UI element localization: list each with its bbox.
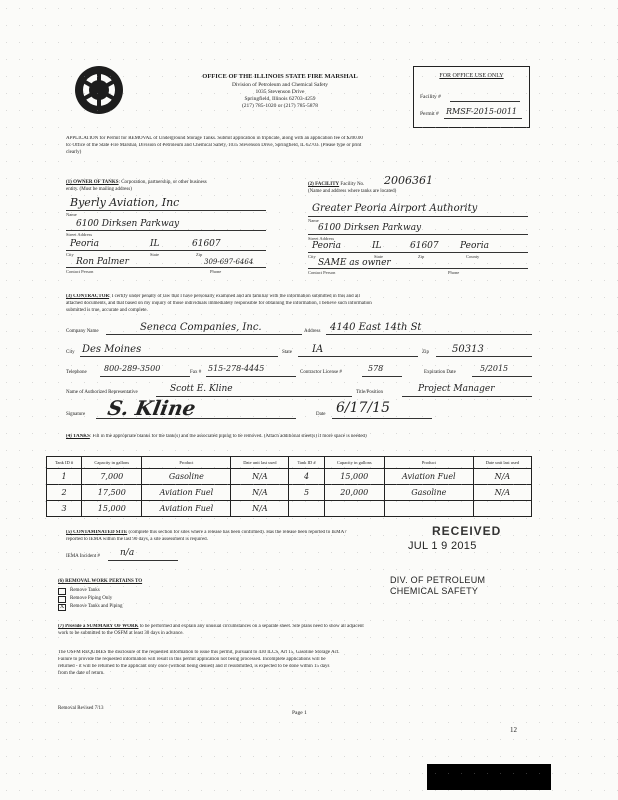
contractor-rep: Scott E. Kline: [170, 384, 233, 394]
owner-zip: 61607: [192, 239, 221, 249]
table-cell: 1: [47, 469, 82, 485]
table-cell: 7,000: [82, 469, 142, 485]
col-header: Capacity in gallons: [324, 457, 384, 469]
contractor-certify-2: attached documents, and that based on my inquiry of those individuals immediately responsible for obtaining the information, I believe such information: [66, 301, 372, 306]
contractor-certify-1: : I certify under penalty of law that I have personally examined and am familiar with the information submitted in this and all: [109, 294, 360, 299]
owner-heading: (1) OWNER OF TANKS: [66, 180, 119, 185]
owner-hint-2: entity. (Must be mailing address): [66, 187, 132, 192]
office-street: 1035 Stevenson Drive: [255, 89, 305, 95]
contractor-zip: 50313: [452, 344, 484, 355]
owner-name-label: Name: [66, 212, 77, 217]
summary-heading: (7) Provide a SUMMARY OF WORK: [58, 624, 139, 629]
removal-heading: (6) REMOVAL WORK PERTAINS TO: [58, 579, 143, 584]
table-cell: Gasoline: [142, 469, 231, 485]
table-row: [47, 485, 532, 501]
option-remove-tanks-piping: Remove Tanks and Piping: [70, 604, 123, 609]
summary-note-4: from the date of return.: [58, 671, 105, 676]
date-label: Date: [316, 412, 326, 417]
office-use-title: FOR OFFICE USE ONLY: [439, 73, 504, 79]
summary-note: The OSFM REQUIRES the disclosure of the requested information to issue this permit, pursuant to 430 ILCS, Art 15, Gasoline Storage Act.: [58, 650, 340, 655]
owner-street: 6100 Dirksen Parkway: [76, 219, 180, 229]
owner-phone-label: Phone: [210, 269, 222, 274]
division-name: Division of Petroleum and Chemical Safety: [231, 82, 329, 88]
facility-state: IL: [372, 241, 382, 251]
table-cell: N/A: [231, 485, 289, 501]
facility-contact: SAME as owner: [318, 258, 391, 268]
facility-id: 2006361: [384, 174, 433, 187]
col-header: Date unit last used: [231, 457, 289, 469]
table-cell: N/A: [231, 501, 289, 517]
rep-label: Name of Authorized Representative: [66, 390, 138, 395]
table-row: [47, 501, 532, 517]
checkbox-remove-tanks[interactable]: [58, 588, 66, 595]
telephone-label: Telephone: [66, 370, 87, 375]
facility-city-label: City: [308, 254, 316, 259]
office-city: Springfield, Illinois 62703-4259: [244, 96, 316, 102]
fax-label: Fax #: [190, 370, 202, 375]
summary-text-2: work to be submitted to the OSFM at least 30 days in advance.: [58, 631, 184, 636]
tanks-table: [46, 456, 532, 517]
facility-contact-label: Contact Person: [308, 270, 336, 275]
revised-label: Removal Revised 7/13: [58, 706, 104, 711]
tanks-heading-row: [66, 434, 536, 440]
stamp-received: RECEIVED: [432, 524, 502, 538]
table-cell: [473, 501, 531, 517]
facility-zip: 61607: [410, 241, 439, 251]
contractor-telephone: 800-289-3500: [104, 364, 161, 373]
contractor-certify-3: submitted is true, accurate and complete.: [66, 308, 148, 313]
table-cell: Gasoline: [384, 485, 473, 501]
facility-heading-row: [308, 182, 364, 188]
application-text-1: APPLICATION for Permit for REMOVAL of Underground Storage Tanks. Submit application in triplicate, along with an application fee of $200.00: [66, 136, 363, 141]
signature-label: Signature: [66, 412, 86, 417]
summary-note-3: returned - it will be returned to the applicant only once (without being denied) and if resubmitted, is expected to be done within 15 days: [58, 664, 330, 669]
facility-street: 6100 Dirksen Parkway: [318, 223, 422, 233]
summary-row: [58, 624, 536, 630]
owner-street-label: Street Address: [66, 232, 93, 237]
contractor-city: Des Moines: [82, 344, 142, 355]
table-row: [47, 469, 532, 485]
facility-phone-label: Phone: [448, 270, 460, 275]
table-cell: Aviation Fuel: [142, 485, 231, 501]
state-label: State: [282, 350, 292, 355]
table-cell: 20,000: [324, 485, 384, 501]
owner-hint: : Corporation, partnership, or other business: [118, 180, 207, 185]
table-cell: Aviation Fuel: [142, 501, 231, 517]
table-cell: 5: [289, 485, 324, 501]
contaminated-text-2: reported to IEMA within the last 90 days, a site assessment is required.: [66, 537, 208, 542]
facility-city: Peoria: [312, 241, 341, 251]
office-phones: (217) 785-1020 or (217) 785-5878: [241, 103, 319, 109]
iema-label: IEMA Incident #: [66, 554, 100, 559]
col-header: Product: [384, 457, 473, 469]
permit-label: Permit #: [420, 111, 439, 117]
table-cell: [289, 501, 324, 517]
redaction-bar: [427, 764, 551, 790]
owner-state-label: State: [150, 252, 159, 257]
facility-state-label: State: [374, 254, 383, 259]
application-text-2: to: Office of the State Fire Marshal, Division of Petroleum and Chemical Safety, 1035 Stevenson Drive, Springfield, IL 62703. (Please type or print: [66, 143, 362, 148]
facility-id-label: Facility No.: [340, 182, 365, 187]
contaminated-text-1: (complete this section for sites where a release has been confirmed). Has the release been reported to IEMA?: [128, 530, 347, 535]
summary-text-1: to be performed and explain any unusual circumstances on a separate sheet. Site plans need to show all adjacent: [139, 624, 364, 629]
contractor-date: 6/17/15: [336, 400, 390, 416]
office-title: OFFICE OF THE ILLINOIS STATE FIRE MARSHAL: [202, 73, 358, 80]
checkbox-remove-piping[interactable]: [58, 596, 66, 603]
table-cell: [384, 501, 473, 517]
col-header: Product: [142, 457, 231, 469]
expiration-label: Expiration Date: [424, 370, 456, 375]
contractor-license: 578: [368, 364, 384, 373]
contractor-address: 4140 East 14th St: [330, 322, 422, 333]
contractor-state: IA: [312, 344, 324, 355]
tanks-header-row: [47, 457, 532, 469]
table-cell: 2: [47, 485, 82, 501]
owner-state: IL: [150, 239, 160, 249]
zip-label: Zip: [422, 350, 429, 355]
owner-city: Peoria: [70, 239, 99, 249]
table-cell: N/A: [473, 469, 531, 485]
tanks-hint: : Fill in the appropriate blanks for the tank(s) and the associated piping to be removed. (Attach additional sheet(s) if more space is needed): [89, 434, 367, 439]
contaminated-heading: (5) CONTAMINATED SITE: [66, 530, 128, 535]
col-header: Capacity in gallons: [82, 457, 142, 469]
contractor-expiration: 5/2015: [480, 364, 509, 373]
contractor-fax: 515-278-4445: [208, 364, 265, 373]
city-label: City: [66, 350, 75, 355]
table-cell: 15,000: [82, 501, 142, 517]
company-name: Seneca Companies, Inc.: [140, 322, 262, 333]
owner-heading-row: [66, 180, 207, 186]
col-header: Tank ID #: [47, 457, 82, 469]
owner-city-label: City: [66, 252, 74, 257]
table-cell: 3: [47, 501, 82, 517]
address-label: Address: [304, 329, 321, 334]
office-use-box: [413, 66, 530, 128]
table-cell: N/A: [231, 469, 289, 485]
table-cell: 4: [289, 469, 324, 485]
permit-number: RMSF-2015-0011: [446, 107, 518, 116]
table-cell: [324, 501, 384, 517]
tanks-heading: (4) TANKS: [66, 434, 90, 439]
option-remove-tanks: Remove Tanks: [70, 588, 100, 593]
contractor-title: Project Manager: [418, 384, 495, 394]
owner-zip-label: Zip: [196, 252, 203, 257]
fire-marshal-seal-icon: [75, 66, 123, 114]
table-cell: 15,000: [324, 469, 384, 485]
facility-zip-label: Zip: [418, 254, 425, 259]
stamp-division: DIV. OF PETROLEUM: [390, 575, 486, 585]
license-label: Contractor License #: [300, 370, 342, 375]
facility-county: Peoria: [460, 241, 489, 251]
facility-county-label: County: [466, 254, 480, 259]
contractor-certify-row: [66, 294, 536, 300]
owner-contact: Ron Palmer: [76, 257, 129, 267]
owner-phone: 309-697-6464: [204, 258, 254, 266]
stamp-division-2: CHEMICAL SAFETY: [390, 586, 479, 596]
page-number: Page 1: [292, 710, 307, 716]
table-cell: N/A: [473, 485, 531, 501]
summary-note-2: Failure to provide the requested information will result in this permit application not being processed. Incomplete applications will be: [58, 657, 326, 662]
application-text-3: clearly): [66, 150, 82, 155]
facility-hint: (Name and address where tanks are located): [308, 189, 397, 194]
owner-contact-label: Contact Person: [66, 269, 94, 274]
title-label: Title/Position: [356, 390, 384, 395]
checkbox-remove-tanks-piping[interactable]: X: [59, 604, 65, 610]
col-header: Date unit last used: [473, 457, 531, 469]
contractor-heading: (3) CONTRACTOR: [66, 294, 110, 299]
facility-name-label: Name: [308, 218, 319, 223]
company-label: Company Name: [66, 329, 99, 334]
sheet-number: 12: [510, 726, 517, 734]
option-remove-piping: Remove Piping Only: [70, 596, 113, 601]
iema-value: n/a: [120, 548, 135, 558]
table-cell: Aviation Fuel: [384, 469, 473, 485]
facility-heading: (2) FACILITY: [308, 182, 340, 187]
facility-street-label: Street Address: [308, 236, 335, 241]
stamp-date: JUL 1 9 2015: [408, 540, 477, 552]
facility-label: Facility #: [420, 94, 441, 100]
table-cell: 17,500: [82, 485, 142, 501]
contractor-signature: S. Kline: [105, 396, 198, 420]
owner-name: Byerly Aviation, Inc: [70, 196, 180, 209]
col-header: Tank ID #: [289, 457, 324, 469]
facility-name: Greater Peoria Airport Authority: [312, 203, 478, 214]
